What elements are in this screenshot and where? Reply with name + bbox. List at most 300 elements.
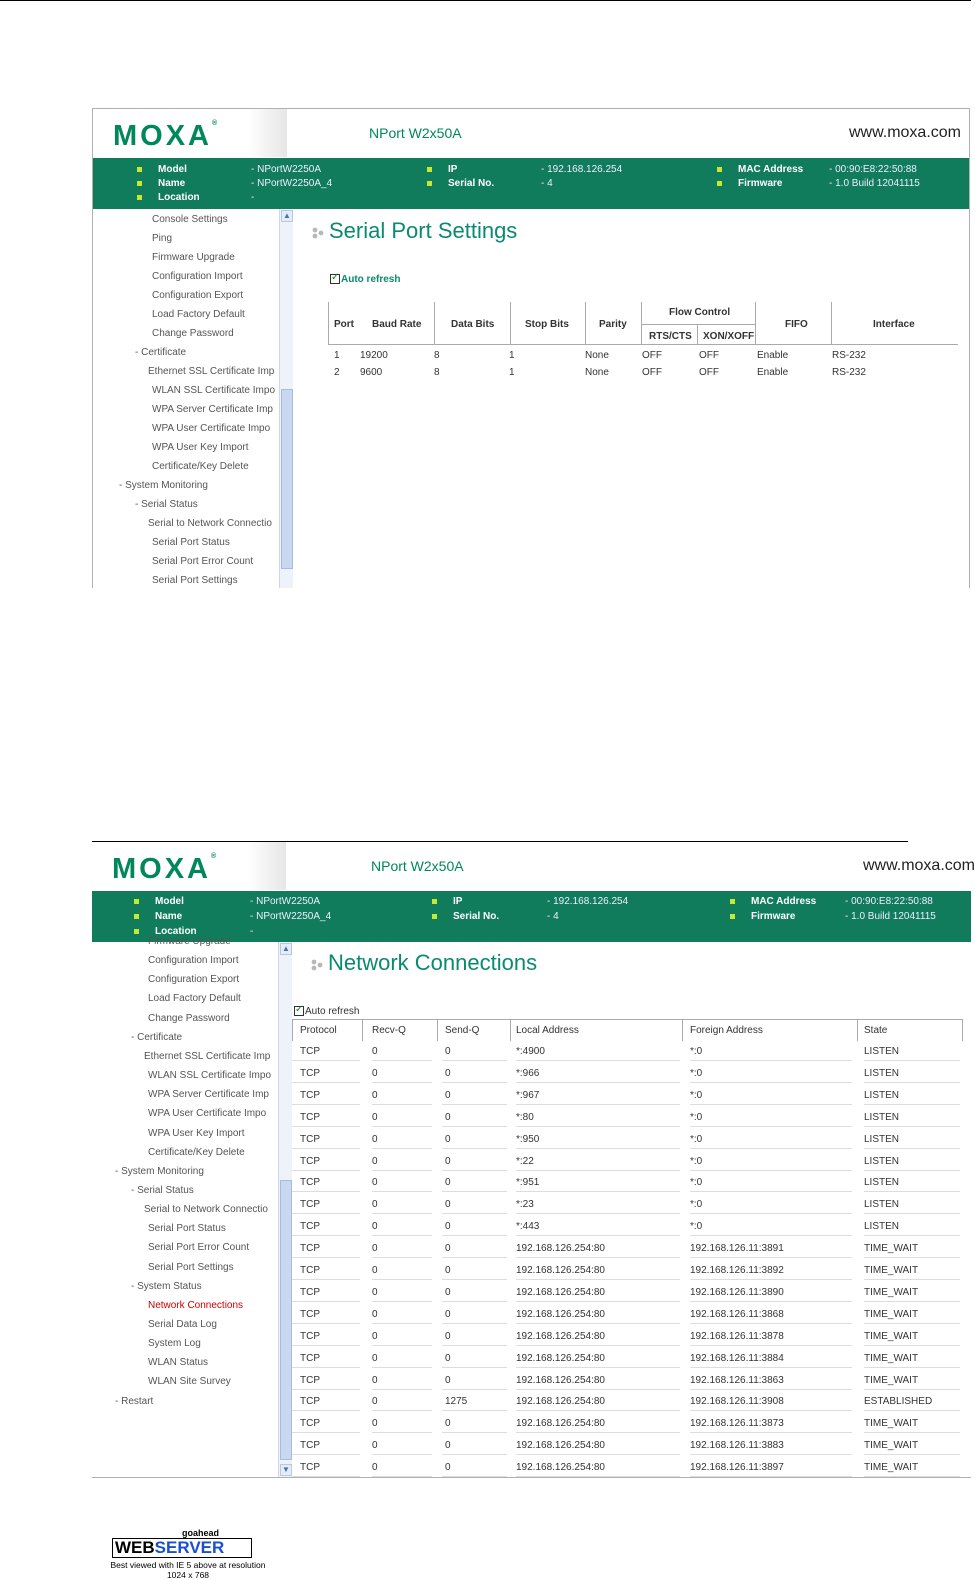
sidebar-nav-item[interactable]: WPA User Key Import xyxy=(152,442,249,453)
title-dots-icon xyxy=(311,225,327,241)
table-cell: 192.168.126.254:80 xyxy=(516,1396,605,1408)
location-row: Location xyxy=(137,192,200,203)
table-cell: 192.168.126.11:3868 xyxy=(690,1308,784,1320)
row-underline xyxy=(690,1389,852,1390)
table-cell: 0 xyxy=(445,1221,451,1233)
row-underline xyxy=(292,1432,360,1433)
table-cell: TCP xyxy=(300,1308,320,1320)
row-underline xyxy=(292,1323,360,1324)
sidebar-nav-item[interactable]: - System Status xyxy=(131,1280,202,1292)
row-underline xyxy=(372,1389,432,1390)
table-cell: 192.168.126.254:80 xyxy=(516,1330,605,1342)
row-underline xyxy=(864,1432,960,1433)
column-header: XON/XOFF xyxy=(703,331,755,342)
device-info-bar xyxy=(92,891,971,942)
table-cell: *:0 xyxy=(690,1046,703,1057)
table-cell: 0 xyxy=(445,1155,451,1167)
table-divider xyxy=(292,1019,962,1020)
row-underline xyxy=(292,1257,360,1258)
row-underline xyxy=(516,1389,680,1390)
table-cell: TCP xyxy=(300,1265,320,1276)
table-cell: 192.168.126.254:80 xyxy=(516,1243,605,1255)
browser-note: Best viewed with IE 5 above at resolution 1024 x 768 xyxy=(110,1560,266,1580)
row-underline xyxy=(516,1104,680,1105)
table-cell: 0 xyxy=(445,1199,451,1211)
sidebar-nav-item[interactable]: Certificate/Key Delete xyxy=(152,461,249,472)
table-cell: 1 xyxy=(509,367,515,378)
row-underline xyxy=(372,1279,432,1280)
table-divider xyxy=(857,1019,858,1041)
row-underline xyxy=(442,1301,507,1302)
table-cell: TCP xyxy=(300,1418,320,1430)
table-cell: *:4900 xyxy=(516,1046,545,1057)
row-underline xyxy=(292,1301,360,1302)
table-cell: 0 xyxy=(445,1046,451,1057)
sidebar-nav-item[interactable]: - System Monitoring xyxy=(119,480,208,491)
row-underline xyxy=(864,1191,960,1192)
table-cell: 0 xyxy=(372,1286,378,1298)
bullet-icon xyxy=(134,914,139,919)
row-underline xyxy=(292,1367,360,1368)
sidebar-nav-item[interactable]: Serial to Network Connectio xyxy=(148,518,272,529)
table-cell: 192.168.126.254:80 xyxy=(516,1286,605,1298)
table-cell: 0 xyxy=(445,1089,451,1101)
scroll-up-icon[interactable]: ▲ xyxy=(280,943,292,955)
table-cell: 8 xyxy=(434,367,440,378)
row-underline xyxy=(372,1367,432,1368)
row-underline xyxy=(442,1345,507,1346)
sidebar-nav-item[interactable]: Console Settings xyxy=(152,214,228,225)
row-underline xyxy=(292,1126,360,1127)
sidebar-nav-item[interactable]: Serial Port Error Count xyxy=(148,1242,250,1254)
moxa-logo[interactable]: MOXA® xyxy=(112,853,217,885)
sidebar-nav-item[interactable]: Firmware Upgrade xyxy=(148,936,231,947)
row-underline xyxy=(864,1389,960,1390)
table-cell: TCP xyxy=(300,1462,320,1474)
table-cell: *:951 xyxy=(516,1177,540,1189)
sidebar-nav-item[interactable]: WPA Server Certificate Imp xyxy=(148,1089,269,1101)
table-cell: TCP xyxy=(300,1111,320,1123)
column-header: Data Bits xyxy=(451,319,495,330)
sidebar-nav-item[interactable]: Ethernet SSL Certificate Imp xyxy=(148,366,275,377)
checkbox-checked-icon[interactable] xyxy=(294,1006,304,1016)
table-cell: *:0 xyxy=(690,1155,703,1167)
sidebar-nav-item[interactable]: WLAN Status xyxy=(148,1357,209,1369)
sidebar-nav-item[interactable]: Configuration Export xyxy=(148,974,240,986)
bullet-icon xyxy=(134,929,139,934)
table-cell: 192.168.126.254:80 xyxy=(516,1352,605,1364)
table-divider xyxy=(510,302,511,344)
device-info-bar xyxy=(93,158,969,209)
table-cell: LISTEN xyxy=(864,1199,900,1211)
row-underline xyxy=(690,1279,852,1280)
table-cell: TIME_WAIT xyxy=(864,1418,919,1430)
row-underline xyxy=(372,1301,432,1302)
table-cell: LISTEN xyxy=(864,1067,900,1079)
sidebar-nav-item[interactable]: WPA Server Certificate Imp xyxy=(152,404,273,415)
table-cell: 2 xyxy=(334,367,340,378)
table-divider xyxy=(831,302,832,344)
row-underline xyxy=(516,1126,680,1127)
table-cell: TIME_WAIT xyxy=(864,1330,919,1342)
sidebar-nav-item[interactable]: Firmware Upgrade xyxy=(152,252,235,263)
row-underline xyxy=(864,1301,960,1302)
row-underline xyxy=(516,1235,680,1236)
scroll-thumb[interactable] xyxy=(281,389,293,569)
row-underline xyxy=(292,1410,360,1411)
column-header: RTS/CTS xyxy=(649,331,692,342)
auto-refresh-checkbox[interactable]: ✓Auto refresh xyxy=(330,274,400,285)
column-header: Stop Bits xyxy=(525,319,569,330)
table-cell: 1 xyxy=(334,350,340,361)
table-cell: LISTEN xyxy=(864,1046,900,1057)
row-underline xyxy=(292,1104,360,1105)
logo-area xyxy=(92,842,286,890)
sidebar-nav-item[interactable]: Change Password xyxy=(148,1012,230,1024)
row-underline xyxy=(442,1170,507,1171)
sidebar-nav-item[interactable]: - System Monitoring xyxy=(115,1165,204,1177)
column-header: Parity xyxy=(599,319,627,330)
sidebar-scrollbar[interactable] xyxy=(279,209,293,588)
bullet-icon xyxy=(137,181,142,186)
firmware-value: - 1.0 Build 12041115 xyxy=(845,911,936,922)
sidebar-nav-item[interactable]: Configuration Import xyxy=(148,955,239,967)
table-cell: TCP xyxy=(300,1089,320,1101)
table-cell: 0 xyxy=(372,1199,378,1211)
row-underline xyxy=(372,1257,432,1258)
table-cell: TIME_WAIT xyxy=(864,1286,919,1298)
row-underline xyxy=(516,1191,680,1192)
row-underline xyxy=(442,1432,507,1433)
table-cell: 0 xyxy=(445,1462,451,1474)
product-name: NPort W2x50A xyxy=(369,125,462,141)
location-value: - xyxy=(250,926,254,937)
sidebar-nav-item[interactable]: WLAN Site Survey xyxy=(148,1376,231,1388)
table-cell: TIME_WAIT xyxy=(864,1462,919,1474)
row-underline xyxy=(442,1235,507,1236)
sidebar-nav-item[interactable]: Change Password xyxy=(152,328,234,339)
row-underline xyxy=(442,1060,507,1061)
table-cell: *:0 xyxy=(690,1221,703,1233)
sidebar-nav-item[interactable]: Configuration Export xyxy=(152,290,244,301)
sidebar-nav-item[interactable]: System Log xyxy=(148,1338,201,1350)
row-underline xyxy=(864,1104,960,1105)
column-header: State xyxy=(864,1025,888,1036)
row-underline xyxy=(516,1345,680,1346)
logo-area xyxy=(93,109,287,157)
row-underline xyxy=(516,1257,680,1258)
column-header: Protocol xyxy=(300,1025,337,1036)
row-underline xyxy=(292,1082,360,1083)
table-cell: 0 xyxy=(372,1221,378,1233)
moxa-logo[interactable]: MOXA® xyxy=(113,120,218,152)
row-underline xyxy=(442,1454,507,1455)
page-title: Serial Port Settings xyxy=(329,218,518,243)
table-cell: 0 xyxy=(372,1111,378,1123)
table-cell: 0 xyxy=(372,1089,378,1101)
scroll-down-icon[interactable]: ▼ xyxy=(280,1464,292,1476)
row-underline xyxy=(292,1213,360,1214)
row-underline xyxy=(864,1279,960,1280)
sidebar-nav-item[interactable]: - Restart xyxy=(115,1395,154,1407)
table-cell: 8 xyxy=(434,350,440,361)
row-underline xyxy=(442,1213,507,1214)
table-cell: *:0 xyxy=(690,1067,703,1079)
row-underline xyxy=(442,1257,507,1258)
sidebar-nav-item[interactable]: Configuration Import xyxy=(152,271,243,282)
bullet-icon xyxy=(427,181,432,186)
row-underline xyxy=(690,1432,852,1433)
sidebar-nav-item[interactable]: Serial Port Status xyxy=(152,537,230,548)
table-cell: 192.168.126.254:80 xyxy=(516,1265,605,1276)
sidebar-scrollbar[interactable] xyxy=(278,942,292,1477)
name-row: Name xyxy=(134,911,182,922)
table-cell: 0 xyxy=(372,1374,378,1386)
table-cell: 192.168.126.254:80 xyxy=(516,1440,605,1452)
row-underline xyxy=(864,1367,960,1368)
sidebar-nav-item[interactable]: - Serial Status xyxy=(135,499,198,510)
row-underline xyxy=(690,1257,852,1258)
table-cell: 192.168.126.254:80 xyxy=(516,1374,605,1386)
table-cell: 192.168.126.11:3892 xyxy=(690,1265,784,1276)
scroll-thumb[interactable] xyxy=(280,1180,292,1460)
table-cell: LISTEN xyxy=(864,1133,900,1145)
auto-refresh-checkbox[interactable]: ✓Auto refresh xyxy=(294,1006,359,1017)
bullet-icon xyxy=(717,167,722,172)
sidebar-nav-item[interactable]: Serial to Network Connectio xyxy=(144,1204,268,1216)
sidebar-nav-item[interactable]: WPA User Certificate Impo xyxy=(148,1108,267,1120)
row-underline xyxy=(864,1213,960,1214)
table-cell: 0 xyxy=(445,1177,451,1189)
model-value: - NPortW2250A xyxy=(251,164,322,175)
sidebar-item-network-connections[interactable]: Network Connections xyxy=(148,1299,244,1311)
table-cell: 0 xyxy=(445,1286,451,1298)
mac-value: - 00:90:E8:22:50:88 xyxy=(845,896,933,907)
sidebar-nav-item[interactable]: - Certificate xyxy=(131,1031,183,1043)
row-underline xyxy=(372,1170,432,1171)
table-cell: *:950 xyxy=(516,1133,540,1145)
website-link[interactable]: www.moxa.com xyxy=(848,124,961,141)
badge-small-text: goahead xyxy=(182,1528,220,1538)
header-bar xyxy=(93,109,969,157)
row-underline xyxy=(516,1148,680,1149)
table-cell: 0 xyxy=(445,1243,451,1255)
sidebar-nav-item[interactable]: Serial Port Settings xyxy=(148,1261,234,1273)
table-cell: 192.168.126.11:3884 xyxy=(690,1352,784,1364)
table-cell: TIME_WAIT xyxy=(864,1374,919,1386)
scroll-up-icon[interactable]: ▲ xyxy=(281,210,293,222)
name-value: - NPortW2250A_4 xyxy=(250,911,332,922)
sidebar-nav-item[interactable]: WLAN SSL Certificate Impo xyxy=(152,385,276,396)
row-underline xyxy=(864,1148,960,1149)
table-divider xyxy=(682,1019,683,1041)
name-row: Name xyxy=(137,178,185,189)
firmware-row: Firmware xyxy=(730,911,795,922)
row-underline xyxy=(292,1191,360,1192)
row-underline xyxy=(516,1367,680,1368)
table-cell: TIME_WAIT xyxy=(864,1243,919,1255)
row-underline xyxy=(372,1082,432,1083)
row-underline xyxy=(292,1476,360,1477)
row-underline xyxy=(864,1235,960,1236)
table-cell: TCP xyxy=(300,1440,320,1452)
row-underline xyxy=(442,1410,507,1411)
table-cell: TCP xyxy=(300,1286,320,1298)
page-title: Network Connections xyxy=(328,950,538,975)
table-cell: *:0 xyxy=(690,1199,703,1211)
sidebar-nav-item[interactable]: Certificate/Key Delete xyxy=(148,1146,245,1158)
table-cell: 0 xyxy=(372,1243,378,1255)
row-underline xyxy=(690,1235,852,1236)
nav-sidebar xyxy=(92,936,277,1580)
row-underline xyxy=(372,1104,432,1105)
table-cell: TCP xyxy=(300,1352,320,1364)
table-cell: 1275 xyxy=(445,1396,468,1408)
table-divider xyxy=(292,1019,293,1041)
row-underline xyxy=(372,1476,432,1477)
serial-value: - 4 xyxy=(547,911,559,922)
table-cell: 1 xyxy=(509,350,515,361)
title-dots-icon xyxy=(310,957,326,973)
table-cell: *:443 xyxy=(516,1221,540,1233)
row-underline xyxy=(864,1257,960,1258)
table-cell: *:966 xyxy=(516,1067,540,1079)
network-connections-table xyxy=(292,1019,964,1479)
table-cell: 0 xyxy=(372,1265,378,1276)
table-cell: 192.168.126.11:3863 xyxy=(690,1374,784,1386)
table-cell: 192.168.126.11:3873 xyxy=(690,1418,784,1430)
table-cell: 19200 xyxy=(360,350,388,361)
table-divider xyxy=(434,302,435,344)
table-cell: 0 xyxy=(445,1111,451,1123)
table-cell: 0 xyxy=(445,1352,451,1364)
bullet-icon xyxy=(427,167,432,172)
table-cell: TCP xyxy=(300,1396,320,1408)
sidebar-nav-item[interactable]: Serial Data Log xyxy=(148,1319,217,1330)
table-cell: OFF xyxy=(642,367,662,378)
table-cell: 0 xyxy=(372,1155,378,1167)
table-divider xyxy=(328,302,329,344)
row-underline xyxy=(372,1213,432,1214)
row-underline xyxy=(292,1060,360,1061)
table-cell: Enable xyxy=(757,367,789,378)
sidebar-nav-item[interactable]: Serial Port Settings xyxy=(152,575,238,586)
column-header: Recv-Q xyxy=(372,1025,406,1036)
table-cell: RS-232 xyxy=(832,350,866,361)
main-content xyxy=(293,209,969,588)
sidebar-nav-item[interactable]: Ethernet SSL Certificate Imp xyxy=(144,1050,271,1062)
row-underline xyxy=(442,1367,507,1368)
table-cell: TIME_WAIT xyxy=(864,1308,919,1320)
mac-row: MAC Address xyxy=(717,164,803,175)
website-link[interactable]: www.moxa.com xyxy=(862,857,975,874)
table-cell: *:967 xyxy=(516,1089,540,1101)
column-header: Foreign Address xyxy=(690,1025,763,1036)
table-cell: LISTEN xyxy=(864,1177,900,1189)
row-underline xyxy=(690,1148,852,1149)
table-cell: *:80 xyxy=(516,1111,534,1123)
table-cell: LISTEN xyxy=(864,1221,900,1233)
table-cell: *:22 xyxy=(516,1155,534,1167)
table-cell: 0 xyxy=(445,1418,451,1430)
table-cell: 192.168.126.11:3878 xyxy=(690,1330,784,1342)
row-underline xyxy=(864,1082,960,1083)
row-underline xyxy=(864,1060,960,1061)
row-underline xyxy=(864,1126,960,1127)
row-underline xyxy=(690,1454,852,1455)
sidebar-nav-item[interactable]: - Serial Status xyxy=(131,1184,194,1196)
row-underline xyxy=(690,1082,852,1083)
table-cell: *:0 xyxy=(690,1089,703,1101)
table-cell: 0 xyxy=(445,1265,451,1276)
sidebar-nav-item[interactable]: Load Factory Default xyxy=(148,993,241,1005)
table-cell: *:23 xyxy=(516,1199,534,1211)
table-divider xyxy=(437,1019,438,1041)
bullet-icon xyxy=(137,195,142,200)
table-cell: 0 xyxy=(372,1396,378,1408)
row-underline xyxy=(516,1170,680,1171)
sidebar-nav-item[interactable]: Ping xyxy=(152,233,173,244)
row-underline xyxy=(372,1126,432,1127)
row-underline xyxy=(292,1345,360,1346)
row-underline xyxy=(690,1104,852,1105)
sidebar-nav-item[interactable]: WPA User Certificate Impo xyxy=(152,423,271,434)
row-underline xyxy=(690,1301,852,1302)
table-cell: *:0 xyxy=(690,1133,703,1145)
row-underline xyxy=(516,1410,680,1411)
row-underline xyxy=(442,1126,507,1127)
bullet-icon xyxy=(717,181,722,186)
row-underline xyxy=(690,1170,852,1171)
table-cell: 0 xyxy=(372,1067,378,1079)
sidebar-nav-item[interactable]: Load Factory Default xyxy=(152,309,245,320)
table-cell: 192.168.126.11:3897 xyxy=(690,1462,784,1474)
row-underline xyxy=(292,1279,360,1280)
table-cell: 0 xyxy=(445,1330,451,1342)
sidebar-nav-item[interactable]: Serial Port Status xyxy=(148,1223,226,1235)
table-cell: 0 xyxy=(372,1308,378,1320)
sidebar-nav-item[interactable]: WPA User Key Import xyxy=(148,1127,245,1139)
row-underline xyxy=(516,1060,680,1061)
sidebar-nav-item[interactable]: WLAN SSL Certificate Impo xyxy=(148,1070,272,1082)
table-cell: TCP xyxy=(300,1199,320,1211)
row-underline xyxy=(690,1410,852,1411)
column-header: Baud Rate xyxy=(372,319,422,330)
table-cell: 0 xyxy=(445,1440,451,1452)
row-underline xyxy=(690,1323,852,1324)
row-underline xyxy=(864,1345,960,1346)
row-underline xyxy=(690,1191,852,1192)
table-divider xyxy=(585,302,586,344)
table-cell: LISTEN xyxy=(864,1089,900,1101)
table-cell: None xyxy=(585,367,609,378)
page-top-rule xyxy=(0,0,971,1)
name-value: - NPortW2250A_4 xyxy=(251,178,333,189)
table-divider xyxy=(697,325,698,344)
checkbox-checked-icon[interactable] xyxy=(330,274,340,284)
table-cell: *:0 xyxy=(690,1177,703,1189)
row-underline xyxy=(372,1410,432,1411)
webserver-logo: WEBSERVER xyxy=(112,1538,252,1558)
firmware-row: Firmware xyxy=(717,178,782,189)
table-cell: 0 xyxy=(445,1133,451,1145)
sidebar-nav-item[interactable]: - Certificate xyxy=(135,347,187,358)
table-cell: 192.168.126.254:80 xyxy=(516,1418,605,1430)
row-underline xyxy=(864,1323,960,1324)
sidebar-nav-item[interactable]: Serial Port Error Count xyxy=(152,556,254,567)
mac-value: - 00:90:E8:22:50:88 xyxy=(829,164,917,175)
column-header: Flow Control xyxy=(669,307,731,318)
